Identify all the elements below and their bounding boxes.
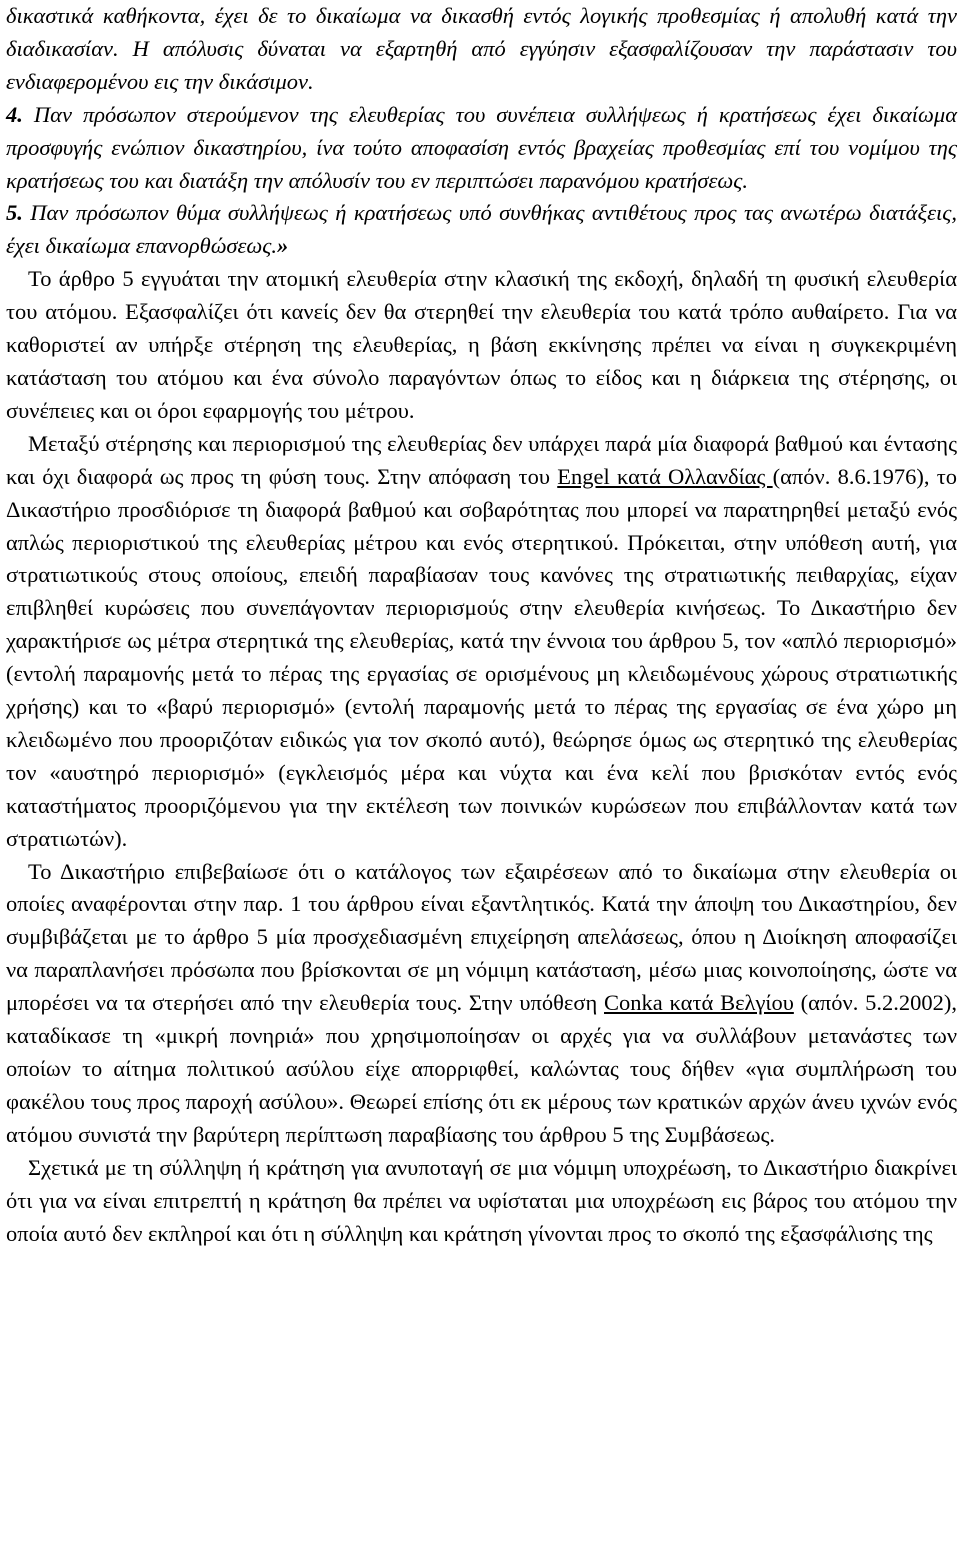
body-paragraph-2 (6, 428, 957, 856)
body-paragraph-3 (6, 856, 957, 1152)
body-paragraph-4-text: Σχετικά με τη σύλληψη ή κράτηση για ανυποταγή σε μια νόμιμη υποχρέωση, το Δικαστήριο διακρίνει ότι για να είναι επιτρεπτή η κράτηση θα πρέπει να υφίσταται μια υποχρέωση εις βάρος του ατόμου την οποία αυτό δεν εκπληροί και ότι η σύλληψη και κράτηση γίνονται προς το σκοπό της εξασφάλισης της (6, 1154, 957, 1246)
closing-quote-mark: » (277, 233, 289, 259)
body-paragraph-2-text-a: Μεταξύ στέρησης και περιορισμού της ελευθερίας δεν υπάρχει παρά μία διαφορά βαθμού και έντασης και όχι διαφορά ως προς τη φύση τους. Στην απόφαση του (6, 430, 957, 489)
quoted-paragraph-4-text: Παν πρόσωπον στερούμενον της ελευθερίας του συνέπεια συλλήψεως ή κρατήσεως έχει δικαίωμα προσφυγής ενώπιον δικαστηρίου, ίνα τούτο αποφασίση εντός βραχείας προθεσμίας επί του νομίμου της κρατήσεως του και διατάξη την απόλυσίν του εν περιπτώσει παρανόμου κρατήσεως. (6, 101, 957, 193)
body-paragraph-2-text-b: (απόν. 8.6.1976), το Δικαστήριο προσδιόρισε τη διαφορά βαθμού και σοβαρότητας που μπορεί να παρατηρηθεί μεταξύ ενός απλώς περιοριστικού της ελευθερίας μέτρου και ενός στερητικού. Πρόκειται, στην υπόθεση αυτή, για στρατιωτικούς στους οποίους, επειδή παραβίασαν τους κανόνες της στρατιωτικής πειθαρχίας, είχαν επιβληθεί κυρώσεις που συνεπάγονταν περιορισμούς στην ελευθερία κινήσεως. Το Δικαστήριο δεν χαρακτήρισε ως μέτρα στερητικά της ελευθερίας, κατά την έννοια του άρθρου 5, τον «απλό περιορισμό» (εντολή παραμονής μετά το πέρας της εργασίας σε ορισμένους μη κλειδωμένους χώρους στρατιωτικής χρήσης) και το «βαρύ περιορισμό» (εντολή παραμονής μετά το πέρας της εργασίας σε ένα χώρο μη κλειδωμένο που προοριζόταν ειδικώς για τον σκοπό αυτό), θεώρησε όμως ως στερητικό της ελευθερίας τον «αυστηρό περιορισμό» (εγκλεισμός μέρα και νύχτα και ένα κελί που βρισκόταν εντός ενός καταστήματος προοριζόμενου για την εκτέλεση των ποινικών κυρώσεων που επιβάλλονταν κατά των στρατιωτών). (6, 463, 958, 851)
quoted-paragraph-3-tail: δικαστικά καθήκοντα, έχει δε το δικαίωμα να δικασθή εντός λογικής προθεσμίας ή απολυθή κατά την διαδικασίαν. Η απόλυσις δύναται να εξαρτηθή από εγγύησιν εξασφαλίζουσαν την παράστασιν του ενδιαφερομένου εις την δικάσιμον. (6, 3, 957, 94)
body-paragraph-1 (6, 263, 957, 428)
body-paragraph-3-text-b: (απόν. 5.2.2002), καταδίκασε τη «μικρή πονηριά» που χρησιμοποίησαν οι αρχές για να συλλάβουν μετανάστες των οποίων το αίτημα πολιτικού ασύλου είχε απορριφθεί, καλώντας τους δήθεν «για συμπλήρωση του φακέλου τους προς παροχή ασύλου». Θεωρεί επίσης ότι εκ μέρους των κρατικών αρχών άνευ ιχνών ενός ατόμου συνιστά την βαρύτερη περίπτωση παραβίασης του άρθρου 5 της Συμβάσεως. (6, 990, 957, 1147)
body-paragraph-3-text-a: Το Δικαστήριο επιβεβαίωσε ότι ο κατάλογος των εξαιρέσεων από το δικαίωμα στην ελευθερία οι οποίες αναφέρονται στην παρ. 1 του άρθρου είναι εξαντλητικός. Κατά την άποψη του Δικαστηρίου, δεν συμβιβάζεται με το άρθρο 5 μία προσχεδιασμένη επιχείρηση απελάσεως, όπου η Διοίκηση αποφασίζει να παραπλανήσει πρόσωπα που βρίσκονται σε μη νόμιμη κατάσταση, μέσω μιας κοινοποίησης, ώστε να μπορέσει να τα στερήσει από την ελευθερία τους. Στην υπόθεση (6, 858, 957, 1016)
case-citation-conka: Conka κατά Βελγίου (604, 990, 794, 1016)
body-paragraph-1-text: Το άρθρο 5 εγγυάται την ατομική ελευθερία στην κλασική της εκδοχή, δηλαδή τη φυσική ελευθερία του ατόμου. Εξασφαλίζει ότι κανείς δεν θα στερηθεί την ελευθερία του κατά τρόπο αυθαίρετο. Για να καθοριστεί αν υπήρξε στέρηση της ελευθερίας, η βάση εκκίνησης πρέπει να είναι η συγκεκριμένη κατάσταση του ατόμου και ένα σύνολο παραγόντων όπως το είδος και η διάρκεια της στέρησης, οι συνέπειες και οι όροι εφαρμογής του μέτρου. (6, 266, 957, 423)
quoted-paragraph-4-number: 4. (6, 101, 23, 127)
case-citation-engel: Engel κατά Ολλανδίας (557, 463, 773, 489)
body-paragraph-4 (6, 1152, 957, 1251)
quoted-article-text (6, 0, 957, 263)
quoted-paragraph-5-number: 5. (6, 200, 23, 226)
quoted-paragraph-5-text: Παν πρόσωπον θύμα συλλήψεως ή κρατήσεως υπό συνθήκας αντιθέτους προς τας ανωτέρω διατάξεις, έχει δικαίωμα επανορθώσεως. (6, 200, 957, 259)
